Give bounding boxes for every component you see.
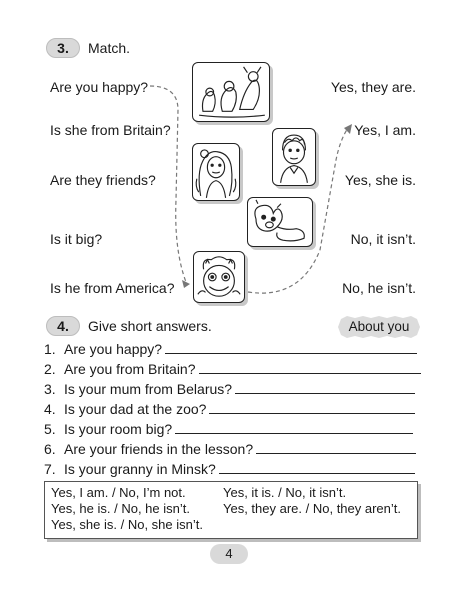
item-question: Is your mum from Belarus? [64, 381, 233, 397]
boy-picture-icon[interactable] [272, 128, 316, 186]
match-answer[interactable]: Yes, she is. [344, 172, 416, 188]
match-question[interactable]: Are you happy? [50, 79, 149, 95]
friends-picture-icon[interactable] [192, 62, 270, 122]
dog-picture-icon[interactable] [247, 197, 313, 247]
girl-picture-icon[interactable] [192, 143, 240, 201]
item-question: Is your dad at the zoo? [64, 401, 207, 417]
alien-drawing [194, 252, 244, 302]
answer-line[interactable] [219, 460, 415, 474]
item-question: Is your granny in Minsk? [64, 461, 216, 477]
match-question[interactable]: Are they friends? [50, 172, 156, 188]
answer-line[interactable] [175, 420, 413, 434]
task-number: 4. [57, 318, 69, 334]
alien-picture-icon[interactable] [193, 251, 245, 303]
item-question: Are your friends in the lesson? [64, 441, 254, 457]
task-title: Match. [88, 40, 131, 56]
task-number: 3. [57, 40, 69, 56]
item-number: 5. [44, 421, 56, 437]
about-you-tag [337, 315, 421, 339]
answer-row [44, 340, 424, 360]
boy-drawing [273, 129, 315, 185]
answer-option: Yes, I am. / No, I’m not. [51, 485, 186, 500]
answer-row [44, 380, 424, 400]
answer-row [44, 420, 424, 440]
answer-row [44, 460, 424, 480]
item-number: 2. [44, 361, 56, 377]
match-answer[interactable]: Yes, I am. [354, 122, 416, 138]
girl-drawing [193, 144, 239, 200]
dog-drawing [248, 198, 312, 246]
answer-line[interactable] [235, 380, 415, 394]
item-number: 7. [44, 461, 56, 477]
friends-drawing [193, 63, 269, 121]
answer-option: Yes, they are. / No, they aren’t. [223, 501, 402, 516]
answer-options-box [44, 481, 418, 539]
answer-row [44, 360, 424, 380]
answer-row [44, 440, 424, 460]
task-number-badge [46, 38, 80, 58]
item-number: 4. [44, 401, 56, 417]
answer-option: Yes, it is. / No, it isn’t. [223, 485, 347, 500]
answer-line[interactable] [256, 440, 416, 454]
answer-line[interactable] [165, 340, 417, 354]
item-number: 6. [44, 441, 56, 457]
answer-option: Yes, she is. / No, she isn’t. [51, 517, 203, 532]
match-question[interactable]: Is it big? [50, 231, 103, 247]
item-number: 3. [44, 381, 56, 397]
answer-line[interactable] [209, 400, 415, 414]
task-title: Give short answers. [88, 318, 212, 334]
item-question: Is your room big? [64, 421, 173, 437]
answer-option: Yes, he is. / No, he isn’t. [51, 501, 190, 516]
page-number: 4 [210, 544, 248, 564]
item-number: 1. [44, 341, 56, 357]
answer-line[interactable] [199, 360, 421, 374]
answer-row [44, 400, 424, 420]
item-question: Are you from Britain? [64, 361, 196, 377]
match-question[interactable]: Is he from America? [50, 280, 175, 296]
match-answer[interactable]: Yes, they are. [330, 79, 416, 95]
match-question[interactable]: Is she from Britain? [50, 122, 171, 138]
task-number-badge [46, 316, 80, 336]
match-answer[interactable]: No, he isn’t. [342, 280, 416, 296]
item-question: Are you happy? [64, 341, 163, 357]
match-answer[interactable]: No, it isn’t. [350, 231, 416, 247]
about-you-label: About you [348, 319, 410, 334]
